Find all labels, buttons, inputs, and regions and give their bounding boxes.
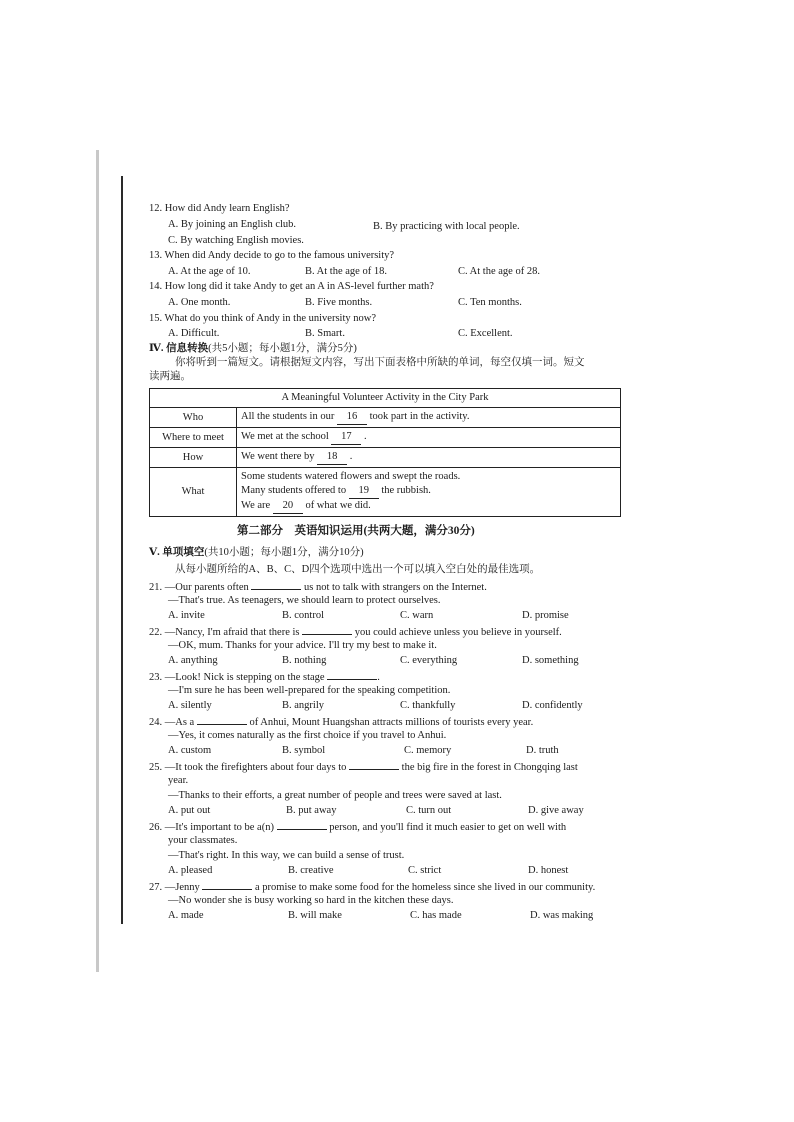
q13-option-a[interactable]: A. At the age of 10. [168, 266, 251, 277]
q13-option-c[interactable]: C. At the age of 28. [458, 266, 540, 277]
blank-17[interactable]: 17 [331, 430, 361, 445]
q24-blank[interactable] [197, 714, 247, 725]
info-table-title: A Meaningful Volunteer Activity in the City Park [150, 389, 621, 408]
blank-19[interactable]: 19 [349, 484, 379, 499]
row-label-who: Who [150, 408, 237, 428]
q23-option-b[interactable]: B. angrily [282, 700, 324, 711]
q15-option-c[interactable]: C. Excellent. [458, 328, 513, 339]
q27-line2: —No wonder she is busy working so hard in the kitchen these days. [168, 895, 454, 906]
q25-option-a[interactable]: A. put out [168, 805, 211, 816]
table-row [150, 428, 621, 448]
q21-line2: —That's true. As teenagers, we should learn to protect ourselves. [168, 595, 441, 606]
q25-option-d[interactable]: D. give away [528, 805, 584, 816]
row-content-who: All the students in our 16 took part in the activity. [237, 408, 621, 428]
section-4-heading [149, 342, 357, 355]
blank-16[interactable]: 16 [337, 410, 367, 425]
q23-line1: 23. —Look! Nick is stepping on the stage . [149, 669, 380, 684]
q27-option-c[interactable]: C. has made [410, 910, 462, 921]
q21-blank[interactable] [251, 579, 301, 590]
q25-blank[interactable] [349, 759, 399, 770]
q13-stem: 13. When did Andy decide to go to the famous university? [149, 250, 395, 261]
info-table [149, 388, 621, 517]
table-row [150, 468, 621, 517]
q25-line1-cont: year. [168, 775, 189, 786]
table-row [150, 448, 621, 468]
q27-option-d[interactable]: D. was making [530, 910, 594, 921]
q22-blank[interactable] [302, 624, 352, 635]
q23-line2: —I'm sure he has been well-prepared for the speaking competition. [168, 685, 451, 696]
row-content-how: We went there by 18 . [237, 448, 621, 468]
q27-option-b[interactable]: B. will make [288, 910, 342, 921]
q12-option-a[interactable]: A. By joining an English club. [168, 219, 297, 230]
q24-line2: —Yes, it comes naturally as the first choice if you travel to Anhui. [168, 730, 447, 741]
q23-option-c[interactable]: C. thankfully [400, 700, 456, 711]
section-4-instruction: 你将听到一篇短文。请根据短文内容，写出下面表格中所缺的单词，每空仅填一词。短文 [175, 357, 585, 368]
q22-option-a[interactable]: A. anything [168, 655, 218, 666]
q26-blank[interactable] [277, 819, 327, 830]
row-label-how: How [150, 448, 237, 468]
q22-option-c[interactable]: C. everything [400, 655, 458, 666]
section-5-title: Ⅴ. 单项填空 [149, 547, 205, 558]
q23-option-a[interactable]: A. silently [168, 700, 212, 711]
q15-stem: 15. What do you think of Andy in the university now? [149, 313, 376, 324]
part-2-title: 第二部分 英语知识运用(共两大题，满分30分) [237, 525, 475, 537]
q26-line1: 26. —It's important to be a(n) person, and you'll find it much easier to get on well with [149, 819, 566, 834]
q27-line1: 27. —Jenny a promise to make some food for the homeless since she lived in our community. [149, 879, 595, 894]
q15-option-b[interactable]: B. Smart. [305, 328, 345, 339]
q23-option-d[interactable]: D. confidently [522, 700, 583, 711]
q25-line2: —Thanks to their efforts, a great number of people and trees were saved at last. [168, 790, 502, 801]
q14-stem: 14. How long did it take Andy to get an A in AS-level further math? [149, 281, 434, 292]
q22-line1: 22. —Nancy, I'm afraid that there is you could achieve unless you believe in yourself. [149, 624, 562, 639]
q24-option-a[interactable]: A. custom [168, 745, 212, 756]
q24-option-b[interactable]: B. symbol [282, 745, 326, 756]
q12-stem: 12. How did Andy learn English? [149, 203, 290, 214]
section-4-title: Ⅳ. 信息转换 [149, 343, 209, 354]
row-label-what: What [150, 468, 237, 517]
q21-option-b[interactable]: B. control [282, 610, 324, 621]
q14-option-c[interactable]: C. Ten months. [458, 297, 522, 308]
blank-20[interactable]: 20 [273, 499, 303, 514]
q24-option-d[interactable]: D. truth [526, 745, 559, 756]
q12-option-b[interactable]: B. By practicing with local people. [373, 221, 520, 232]
q14-option-b[interactable]: B. Five months. [305, 297, 373, 308]
q23-blank[interactable] [327, 669, 377, 680]
section-5-note: (共10小题；每小题1分，满分10分) [204, 547, 364, 558]
section-5-instruction: 从每小题所给的A、B、C、D四个选项中选出一个可以填入空白处的最佳选项。 [175, 564, 541, 575]
row-content-what: Some students watered flowers and swept the roads. Many students offered to 19 the rubbish. We are 20 of what we did. [237, 468, 621, 517]
q24-option-c[interactable]: C. memory [404, 745, 452, 756]
table-row [150, 408, 621, 428]
margin-line [121, 176, 123, 924]
section-4-instruction-cont: 读两遍。 [149, 371, 191, 382]
q22-option-d[interactable]: D. something [522, 655, 579, 666]
q22-option-b[interactable]: B. nothing [282, 655, 327, 666]
q15-option-a[interactable]: A. Difficult. [168, 328, 220, 339]
q21-line1: 21. —Our parents often us not to talk with strangers on the Internet. [149, 579, 487, 594]
section-5-heading [149, 546, 364, 559]
q26-option-b[interactable]: B. creative [288, 865, 334, 876]
q27-option-a[interactable]: A. made [168, 910, 204, 921]
q26-line2: —That's right. In this way, we can build a sense of trust. [168, 850, 405, 861]
q14-option-a[interactable]: A. One month. [168, 297, 231, 308]
q26-option-a[interactable]: A. pleased [168, 865, 213, 876]
scan-edge [96, 150, 99, 972]
row-label-where: Where to meet [150, 428, 237, 448]
blank-18[interactable]: 18 [317, 450, 347, 465]
q27-blank[interactable] [202, 879, 252, 890]
q21-option-d[interactable]: D. promise [522, 610, 569, 621]
q26-option-d[interactable]: D. honest [528, 865, 569, 876]
q25-option-c[interactable]: C. turn out [406, 805, 452, 816]
q25-line1: 25. —It took the firefighters about four days to the big fire in the forest in Chongqing last [149, 759, 578, 774]
q25-option-b[interactable]: B. put away [286, 805, 337, 816]
q26-option-c[interactable]: C. strict [408, 865, 442, 876]
section-4-note: (共5小题；每小题1分，满分5分) [208, 343, 357, 354]
q21-option-a[interactable]: A. invite [168, 610, 205, 621]
q24-line1: 24. —As a of Anhui, Mount Huangshan attracts millions of tourists every year. [149, 714, 533, 729]
q21-option-c[interactable]: C. warn [400, 610, 434, 621]
q13-option-b[interactable]: B. At the age of 18. [305, 266, 387, 277]
q22-line2: —OK, mum. Thanks for your advice. I'll try my best to make it. [168, 640, 437, 651]
q26-line1-cont: your classmates. [168, 835, 238, 846]
q12-option-c[interactable]: C. By watching English movies. [168, 235, 304, 246]
row-content-where: We met at the school 17 . [237, 428, 621, 448]
